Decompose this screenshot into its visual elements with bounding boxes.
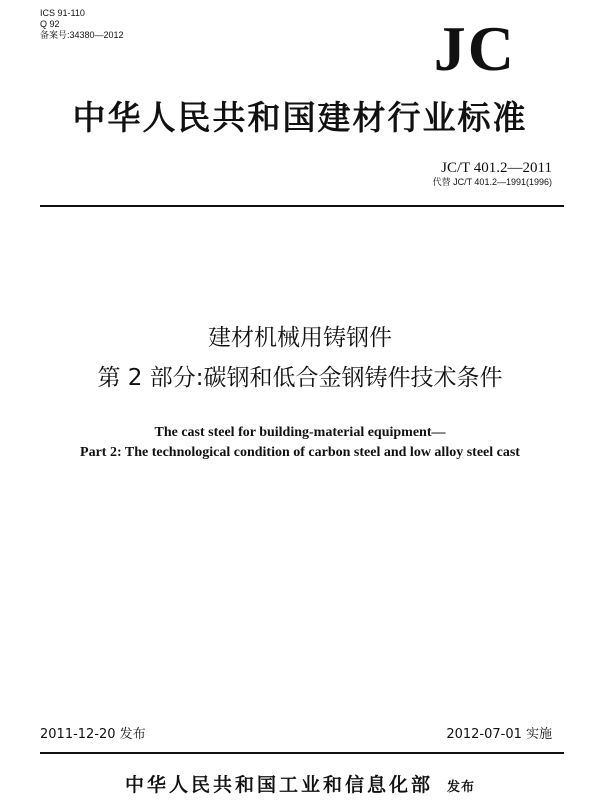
publisher-suffix: 发布	[447, 780, 476, 795]
publisher-line	[0, 772, 600, 801]
standard-code: JC/T 401.2—2011	[441, 160, 552, 176]
ccs-code: Q 92	[40, 19, 60, 29]
ics-code: ICS 91-110	[40, 8, 85, 18]
organization-title: 中华人民共和国建材行业标准	[72, 98, 528, 137]
filing-number: 备案号:34380—2012	[40, 30, 124, 40]
jc-logo: JC	[433, 13, 516, 84]
bottom-divider	[40, 752, 564, 754]
title-english-line-2: Part 2: The technological condition of carbon steel and low alloy steel cast	[80, 445, 520, 460]
top-divider	[40, 205, 564, 207]
title-chinese-line-2: 第 2 部分:碳钢和低合金钢铸件技术条件	[97, 365, 503, 391]
issue-date: 2011-12-20 发布	[40, 727, 146, 742]
implementation-date: 2012-07-01 实施	[446, 727, 552, 742]
publisher-name: 中华人民共和国工业和信息化部	[124, 774, 433, 796]
title-chinese-line-1: 建材机械用铸钢件	[208, 325, 392, 351]
replaces-code: 代替 JC/T 401.2—1991(1996)	[432, 177, 552, 187]
title-english-line-1: The cast steel for building-material equipment—	[154, 425, 446, 440]
